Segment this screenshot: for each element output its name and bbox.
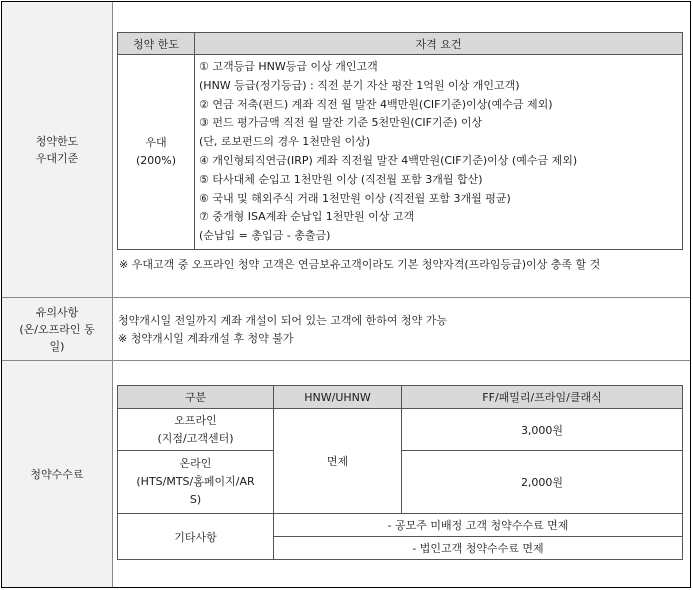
label-line: 유의사항 (35, 305, 79, 319)
label-line: 우대기준 (35, 151, 79, 165)
qualification-item: (단, 로보펀드의 경우 1천만원 이상) (199, 135, 371, 149)
qualification-table (117, 32, 683, 250)
fee-table (117, 385, 683, 560)
limit-cell (118, 55, 195, 250)
limit-header: 청약 한도 (118, 33, 195, 55)
caution-content (113, 298, 690, 360)
online-line: 온라인 (179, 457, 212, 470)
qualification-item: ⑤ 타사대체 순입고 1천만원 이상 (직전월 포함 3개월 합산) (199, 172, 483, 186)
preferred-criteria-row (2, 2, 690, 298)
fee-label-text: 청약수수료 (30, 467, 84, 481)
preferred-criteria-content (113, 2, 690, 297)
qualification-item: ⑥ 국내 및 해외주식 거래 1천만원 이상 (직전월 포함 3개월 평균) (199, 191, 511, 205)
online-line: S) (189, 493, 202, 506)
online-fee: 2,000원 (402, 451, 683, 514)
other-label: 기타사항 (118, 514, 274, 560)
offline-line: 오프라인 (174, 413, 217, 427)
label-line: 청약한도 (35, 134, 79, 148)
online-line: (HTS/MTS/홈페이지/AR (136, 475, 255, 488)
caution-line: 청약개시일 전일까지 계좌 개설이 되어 있는 고객에 한하여 청약 가능 (118, 314, 447, 327)
qualification-header: 자격 요건 (195, 33, 683, 55)
qualification-item: ① 고객등급 HNW등급 이상 개인고객 (199, 60, 378, 73)
offline-category (118, 409, 274, 451)
label-line: 일) (49, 339, 65, 353)
fee-label (2, 361, 113, 587)
subscription-info-table (1, 1, 691, 588)
other-item: - 공모주 미배정 고객 청약수수료 면제 (274, 514, 683, 537)
qualification-item: ② 연금 저축(펀드) 계좌 직전 월 말잔 4백만원(CIF기준)이상(예수금 제외) (199, 97, 553, 111)
offline-note: ※ 우대고객 중 오프라인 청약 고객은 연금보유고객이라도 기본 청약자격(프라임등급)이상 충족 할 것 (119, 258, 601, 271)
limit-line: 우대 (145, 135, 167, 149)
hnw-exempt-cell: 면제 (274, 409, 402, 514)
offline-fee: 3,000원 (402, 409, 683, 451)
caution-row (2, 298, 690, 361)
hnw-header: HNW/UHNW (274, 386, 402, 409)
limit-line: (200%) (135, 153, 177, 167)
offline-line: (지점/고객센터) (157, 431, 234, 445)
caution-label (2, 298, 113, 360)
qualification-item: ④ 개인형퇴직연금(IRP) 계좌 직전월 말잔 4백만원(CIF기준)이상 (예수금 제외) (199, 153, 578, 167)
fee-content (113, 361, 690, 587)
preferred-criteria-label (2, 2, 113, 297)
caution-line: ※ 청약개시일 계좌개설 후 청약 불가 (118, 332, 294, 345)
qualification-item: ③ 펀드 평가금액 직전 월 말잔 기준 5천만원(CIF기준) 이상 (199, 116, 483, 130)
other-item: - 법인고객 청약수수료 면제 (274, 537, 683, 560)
category-header: 구분 (118, 386, 274, 409)
fee-row (2, 361, 690, 587)
label-line: (온/오프라인 동 (19, 322, 95, 336)
online-category (118, 451, 274, 514)
qualification-item: (순납입 = 총입금 - 총출금) (199, 229, 331, 243)
qualification-list (195, 55, 683, 250)
qualification-item: ⑦ 중개형 ISA계좌 순납입 1천만원 이상 고객 (199, 210, 415, 224)
general-header: FF/패밀리/프라임/클래식 (402, 386, 683, 409)
qualification-item: (HNW 등급(정기등급) : 직전 분기 자산 평잔 1억원 이상 개인고객) (199, 78, 520, 92)
